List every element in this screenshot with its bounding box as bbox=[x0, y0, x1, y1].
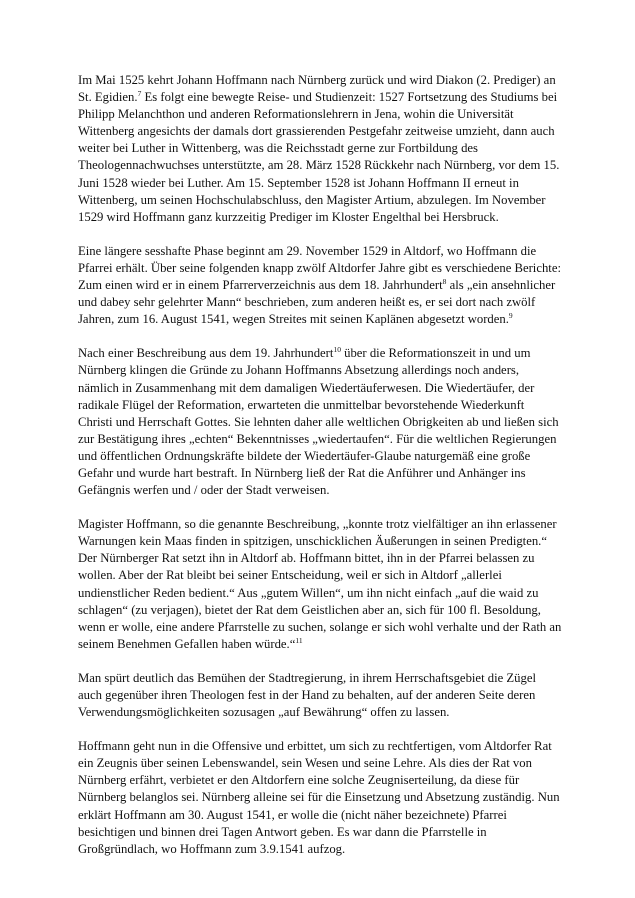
paragraph-text: Es folgt eine bewegte Reise- und Studienzeit: 1527 Fortsetzung des Studiums bei Philipp Melanchthon und anderen Reformationslehrern in Jena, wohin die Universität Wittenberg angesichts der damals dort grassierenden Pestgefahr zeitweise umzieht, dann auch weiter bei Luther in Wittenberg, was die Reichsstadt gerne zur Fortbildung des Theologennachwuchses unterstützte, am 28. März 1528 Rückkehr nach Nürnberg, vor dem 15. Juni 1528 wieder bei Luther. Am 15. September 1528 ist Johann Hoffmann II erneut in Wittenberg, um seinen Hochschulabschluss, den Magister Artium, abzulegen. Im November 1529 wird Hoffmann ganz kurzzeitig Prediger im Kloster Engelthal bei Hersbruck. bbox=[78, 90, 560, 224]
footnote-marker: 11 bbox=[295, 635, 303, 645]
footnote-marker: 7 bbox=[137, 89, 142, 99]
footnote-marker: 8 bbox=[442, 277, 447, 287]
paragraph bbox=[78, 516, 562, 653]
paragraph-text: Eine längere sesshafte Phase beginnt am 29. November 1529 in Altdorf, wo Hoffmann die Pfarrei erhält. Über seine folgenden knapp zwölf Altdorfer Jahre gibt es verschiedene Berichte: Zum einen wird er in einem Pfarrerverzeichnis aus dem 18. Jahrhundert bbox=[78, 243, 561, 293]
paragraph-text: Hoffmann geht nun in die Offensive und erbittet, um sich zu rechtfertigen, vom Altdorfer Rat ein Zeugnis über seinen Lebenswandel, sein Wesen und seine Lehre. Als dies der Rat von Nürnberg erfährt, verbietet er den Altdorfern eine solche Zeugniserteilung, da diese für Nürnberg belanglos sei. Nürnberg alleine sei für die Einsetzung und Absetzung zuständig. Nun erklärt Hoffmann am 30. August 1541, er wolle die (nicht näher bezeichnete) Pfarrei besichtigen und binnen drei Tagen Antwort geben. Es war dann die Pfarrstelle in Großgründlach, wo Hoffmann zum 3.9.1541 aufzog. bbox=[78, 739, 560, 856]
paragraph-text: Magister Hoffmann, so die genannte Beschreibung, „konnte trotz vielfältiger an ihn erlassener Warnungen kein Maas finden in spitzigen, unschicklichen Äußerungen in seinen Predigten.“ Der Nürnberger Rat setzt ihn in Altdorf ab. Hoffmann bittet, ihn in der Pfarrei belassen zu wollen. Aber der Rat bleibt bei seiner Entscheidung, weil er sich in Altdorf „allerlei undienstlicher Reden bedient.“ Aus „gutem Willen“, um ihn nicht einfach „auf die waid zu schlagen“ (zu verjagen), bietet der Rat dem Geistlichen aber an, sich für 100 fl. Besoldung, wenn er wolle, eine andere Pfarrstelle zu suchen, solange er sich wohl verhalte und der Rath an seinem Benehmen Gefallen haben würde.“ bbox=[78, 517, 562, 651]
paragraph-text: Nach einer Beschreibung aus dem 19. Jahrhundert bbox=[78, 346, 334, 361]
paragraph-text: über die Reformationszeit in und um Nürnberg klingen die Gründe zu Johann Hoffmanns Absetzung allerdings noch anders, nämlich in Zusammenhang mit dem damaligen Wiedertäuferwesen. Die Wiedertäufer, der radikale Flügel der Reformation, erwarteten die unmittelbar bevorstehende Wiederkunft Christi und Herrschaft Gottes. Sie lehnten daher alle weltlichen Obrigkeiten ab und ließen sich zur Bestätigung ihres „echten“ Bekenntnisses „wiedertaufen“. Für die weltlichen Regierungen und öffentlichen Ordnungskräfte bildete der Wiedertäufer-Glaube naturgemäß eine große Gefahr und wurde hart bestraft. In Nürnberg ließ der Rat die Anführer und Anhänger ins Gefängnis werfen und / oder der Stadt verweisen. bbox=[78, 346, 559, 498]
paragraph-text: Man spürt deutlich das Bemühen der Stadtregierung, in ihrem Herrschaftsgebiet die Zügel auch gegenüber ihren Theologen fest in der Hand zu behalten, auf der anderen Seite deren Verwendungsmöglichkeiten sozusagen „auf Bewährung“ offen zu lassen. bbox=[78, 670, 537, 720]
body-text bbox=[78, 72, 562, 875]
footnote-marker: 9 bbox=[508, 311, 513, 321]
paragraph bbox=[78, 72, 562, 226]
paragraph bbox=[78, 243, 562, 328]
footnote-marker: 10 bbox=[333, 345, 341, 355]
paragraph-text: als „ein ansehnlicher und dabey sehr gelehrter Mann“ beschrieben, zum anderen heißt es, er sei dort nach zwölf Jahren, zum 16. August 1541, wegen Streites mit seinen Kaplänen abgesetzt worden. bbox=[78, 278, 556, 327]
paragraph bbox=[78, 738, 562, 858]
paragraph bbox=[78, 670, 562, 721]
paragraph-text: Im Mai 1525 kehrt Johann Hoffmann nach Nürnberg zurück und wird Diakon (2. Prediger) an St. Egidien. bbox=[78, 73, 556, 105]
paragraph bbox=[78, 345, 562, 499]
